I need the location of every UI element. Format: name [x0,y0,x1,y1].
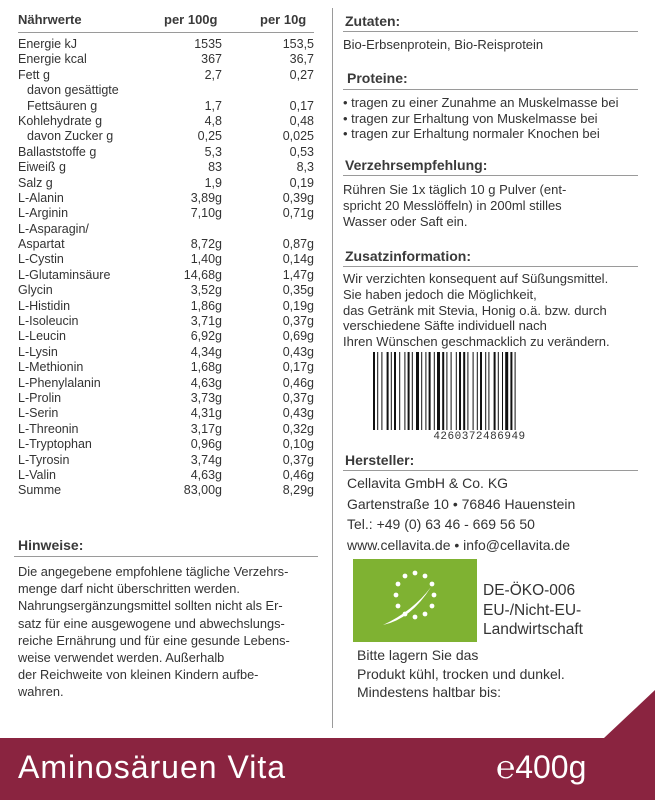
verzehr-title: Verzehrsempfehlung: [345,157,488,173]
nutrition-row [18,52,318,67]
value-per-100g: 2,7 [204,67,222,82]
hersteller-line: Tel.: +49 (0) 63 46 - 669 56 50 [347,516,535,532]
nutrition-row [18,468,318,483]
nutrition-row [18,114,318,129]
proteine-item: • tragen zur Erhaltung von Muskelmasse bei [343,110,598,126]
zusatz-line: Wir verzichten konsequent auf Süßungsmittel. [343,271,609,286]
value-per-100g: 0,25 [197,129,222,144]
nutrient-name: L-Asparagin/ [18,221,89,236]
value-per-10g: 0,46g [282,467,314,482]
verzehr-line: Rühren Sie 1x täglich 10 g Pulver (ent- [343,182,567,197]
lagerung-line: Mindestens haltbar bis: [357,684,501,700]
estimated-sign-icon: ℮ [496,749,516,785]
barcode-bar [477,352,478,430]
zusatz-line: verschiedene Säfte individuell nach [343,318,547,334]
nutrition-row [18,268,318,283]
barcode-bar [456,352,457,430]
nutrition-header-col2: per 10g [260,12,307,27]
hinweise-line: Nahrungsergänzungsmittel sollten nicht als Er- [18,598,283,614]
nutrition-row [18,37,318,52]
nutrition-header-name: Nährwerte [18,12,82,27]
barcode-bar [399,352,400,430]
nutrient-name: Energie kcal [18,52,87,67]
barcode-bar [515,352,516,430]
barcode-bar [437,352,440,430]
barcode-bar [425,352,426,430]
value-per-100g: 0,96g [190,437,222,452]
nutrition-header [18,12,318,30]
hinweise-text [18,563,318,701]
barcode-bar [505,352,508,430]
barcode-bar [429,352,431,430]
barcode-bar [498,352,499,430]
column-divider [332,8,333,728]
nutrient-name: Salz g [18,175,53,190]
barcode-bar [408,352,410,430]
value-per-10g: 0,43g [282,344,314,359]
value-per-10g: 0,10g [282,437,314,452]
nutrient-name: L-Valin [18,467,56,482]
value-per-100g: 4,63g [190,467,222,482]
value-per-10g: 0,37g [282,314,314,329]
nutrition-row [18,206,318,221]
nutrient-name: Fett g [18,67,50,82]
lagerung-text [357,646,565,702]
hinweise-line: satz für eine ausgewogene und abwechslungs- [18,615,285,631]
value-per-100g: 1,7 [204,98,222,113]
nutrition-row [18,299,318,314]
lagerung-line: Bitte lagern Sie das [357,647,479,663]
value-per-10g: 36,7 [289,52,314,67]
nutrition-row [18,453,318,468]
nutrient-name: Summe [18,483,62,498]
nutrient-name: davon gesättigte [27,83,119,98]
nutrient-name: davon Zucker g [27,129,114,144]
nutrient-name: Glycin [18,283,53,298]
zutaten-text: Bio-Erbsenprotein, Bio-Reisprotein [343,37,544,52]
value-per-100g: 4,8 [204,113,222,128]
nutrition-row [18,422,318,437]
nutrition-row [18,283,318,298]
barcode-bar [434,352,435,430]
nutrition-row [18,191,318,206]
barcode-bar [488,352,489,430]
barcode-bar [381,352,382,430]
nutrient-name: L-Tyrosin [18,452,70,467]
nutrition-row [18,99,318,114]
value-per-100g: 14,68g [183,267,222,282]
net-weight-value: 400g [515,749,587,785]
value-per-100g: 83 [208,160,222,175]
nutrient-name: L-Serin [18,406,59,421]
hinweise-line: der Reichweite von kleinen Kindern aufbe- [18,667,259,683]
barcode-bar [485,352,486,430]
value-per-100g: 1,9 [204,175,222,190]
value-per-10g: 0,17g [282,360,314,375]
barcode-bar [473,352,474,430]
bio-line: Landwirtschaft [483,621,583,638]
proteine-item: • tragen zur Erhaltung normaler Knochen bei [343,126,600,142]
value-per-100g: 3,89g [190,190,222,205]
barcode-bar [387,352,389,430]
barcode-number: 4260372486949 [433,431,526,443]
value-per-100g: 7,10g [190,206,222,221]
barcode-bar [446,352,447,430]
hersteller-text [347,473,575,555]
hinweise-rule [14,556,318,557]
zusatz-line: Sie haben jedoch die Möglichkeit, [343,286,537,302]
nutrition-row [18,176,318,191]
zusatz-line: Ihren Wünschen geschmacklich zu verändern. [343,334,610,350]
nutrition-row [18,376,318,391]
nutrient-name: L-Methionin [18,360,84,375]
nutrient-name: L-Isoleucin [18,314,79,329]
proteine-item: • tragen zu einer Zunahme an Muskelmasse bei [343,95,619,110]
value-per-10g: 0,19g [282,298,314,313]
nutrient-name: Fettsäuren g [27,98,98,113]
bio-line: EU-/Nicht-EU- [483,601,582,619]
barcode-bar [412,352,413,430]
hinweise-line: weise verwendet werden. Außerhalb [18,650,225,666]
value-per-100g: 4,34g [190,344,222,359]
nutrition-row [18,252,318,267]
value-per-10g: 0,69g [282,329,314,344]
value-per-10g: 0,35g [282,283,314,298]
barcode-bar [416,352,419,430]
nutrition-row [18,160,318,175]
nutrition-row [18,329,318,344]
value-per-100g: 3,74g [190,452,222,467]
value-per-10g: 0,71g [282,206,314,221]
barcode-bar [463,352,465,430]
nutrition-row [18,145,318,160]
value-per-100g: 6,92g [190,329,222,344]
barcode-bar [459,352,461,430]
product-name: Aminosäruen Vita [18,749,286,785]
zutaten-title: Zutaten: [345,13,401,29]
value-per-10g: 0,87g [282,237,314,252]
nutrition-row [18,391,318,406]
value-per-10g: 0,19 [289,175,314,190]
nutrient-name: Kohlehydrate g [18,113,103,128]
value-per-10g: 0,39g [282,190,314,205]
barcode-bar [404,352,405,430]
nutrition-row [18,360,318,375]
barcode-bar [502,352,503,430]
value-per-100g: 1,86g [190,298,222,313]
barcode-bar [421,352,422,430]
value-per-10g: 0,37g [282,452,314,467]
nutrient-name: Energie kJ [18,37,78,51]
value-per-10g: 0,43g [282,406,314,421]
value-per-100g: 3,52g [190,283,222,298]
nutrition-header-col1: per 100g [164,12,218,27]
barcode [373,352,586,430]
nutrition-row [18,222,318,237]
barcode-bar [467,352,468,430]
hersteller-title: Hersteller: [345,452,415,468]
verzehr-rule [343,175,638,176]
nutrition-row [18,483,318,498]
lagerung-line: Produkt kühl, trocken und dunkel. [357,665,565,682]
corner-accent [604,690,655,738]
barcode-bar [377,352,378,430]
barcode-bar [394,352,396,430]
nutrient-name: L-Cystin [18,252,64,267]
value-per-10g: 0,32g [282,421,314,436]
nutrition-row [18,345,318,360]
barcode-bar [451,352,452,430]
value-per-100g: 3,71g [190,314,222,329]
nutrition-row [18,406,318,421]
nutrient-name: L-Histidin [18,298,71,313]
hersteller-line: Gartenstraße 10 • 76846 Hauenstein [347,495,576,512]
value-per-10g: 8,29g [282,483,314,498]
barcode-bar [391,352,392,430]
hinweise-line: reiche Ernährung und für eine gesunde Lebens- [18,632,290,648]
nutrient-name: L-Lysin [18,344,58,359]
nutrition-row [18,314,318,329]
zusatz-rule [343,266,638,267]
value-per-100g: 1,40g [190,252,222,267]
nutrient-name: L-Threonin [18,421,79,436]
verzehr-text [343,182,566,229]
value-per-100g: 8,72g [190,237,222,252]
hinweise-line: Die angegebene empfohlene tägliche Verzehrs- [18,564,289,579]
nutrient-name: L-Tryptophan [18,437,92,452]
value-per-100g: 1535 [194,37,222,51]
nutrition-row [18,437,318,452]
nutrition-row [18,83,318,98]
nutrient-name: L-Glutaminsäure [18,267,111,282]
value-per-10g: 0,14g [282,252,314,267]
nutrient-name: L-Prolin [18,390,62,405]
hersteller-rule [343,470,638,471]
nutrient-name: L-Phenylalanin [18,375,101,390]
nutrition-header-rule [18,32,314,33]
proteine-rule [343,89,638,90]
nutrition-row [18,237,318,252]
value-per-10g: 8,3 [296,160,314,175]
value-per-100g: 83,00g [183,483,222,498]
hinweise-line: wahren. [18,684,64,700]
value-per-10g: 1,47g [282,267,314,282]
zutaten-rule [343,31,638,32]
value-per-100g: 5,3 [204,144,222,159]
value-per-10g: 0,53 [289,144,314,159]
value-per-100g: 1,68g [190,360,222,375]
barcode-bar [442,352,444,430]
nutrition-row [18,68,318,83]
proteine-title: Proteine: [347,70,408,86]
zusatz-text [343,271,610,350]
value-per-10g: 0,48 [289,113,314,128]
hersteller-line: Cellavita GmbH & Co. KG [347,475,509,491]
value-per-10g: 153,5 [282,37,314,51]
value-per-100g: 3,17g [190,421,222,436]
nutrition-table [18,37,318,499]
nutrient-name: L-Arginin [18,206,69,221]
nutrient-name: Eiweiß g [18,160,66,175]
proteine-list [343,95,619,142]
value-per-10g: 0,37g [282,390,314,405]
hinweise-line: menge darf nicht überschritten werden. [18,581,240,597]
eu-organic-logo-icon [353,559,477,642]
nutrient-name: Aspartat [18,237,65,252]
verzehr-line: spricht 20 Messlöffeln) in 200ml stilles [343,197,562,213]
value-per-10g: 0,17 [289,98,314,113]
value-per-100g: 4,63g [190,375,222,390]
verzehr-line: Wasser oder Saft ein. [343,213,468,229]
value-per-10g: 0,27 [289,67,314,82]
zusatz-title: Zusatzinformation: [345,248,471,264]
nutrient-name: L-Alanin [18,190,64,205]
hersteller-line: www.cellavita.de • info@cellavita.de [347,536,570,553]
nutrient-name: Ballaststoffe g [18,144,97,159]
barcode-bar [494,352,496,430]
barcode-bar [510,352,512,430]
zusatz-line: das Getränk mit Stevia, Honig o.ä. bzw. durch [343,302,607,318]
nutrition-row [18,129,318,144]
value-per-100g: 367 [201,52,222,67]
value-per-10g: 0,025 [282,129,314,144]
value-per-100g: 3,73g [190,390,222,405]
net-weight [496,749,586,786]
value-per-10g: 0,46g [282,375,314,390]
nutrient-name: L-Leucin [18,329,66,344]
hinweise-title: Hinweise: [18,537,84,553]
bio-code-text [483,581,583,640]
barcode-bar [373,352,375,430]
value-per-100g: 4,31g [190,406,222,421]
bio-line: DE-ÖKO-006 [483,582,576,599]
barcode-bar [480,352,482,430]
